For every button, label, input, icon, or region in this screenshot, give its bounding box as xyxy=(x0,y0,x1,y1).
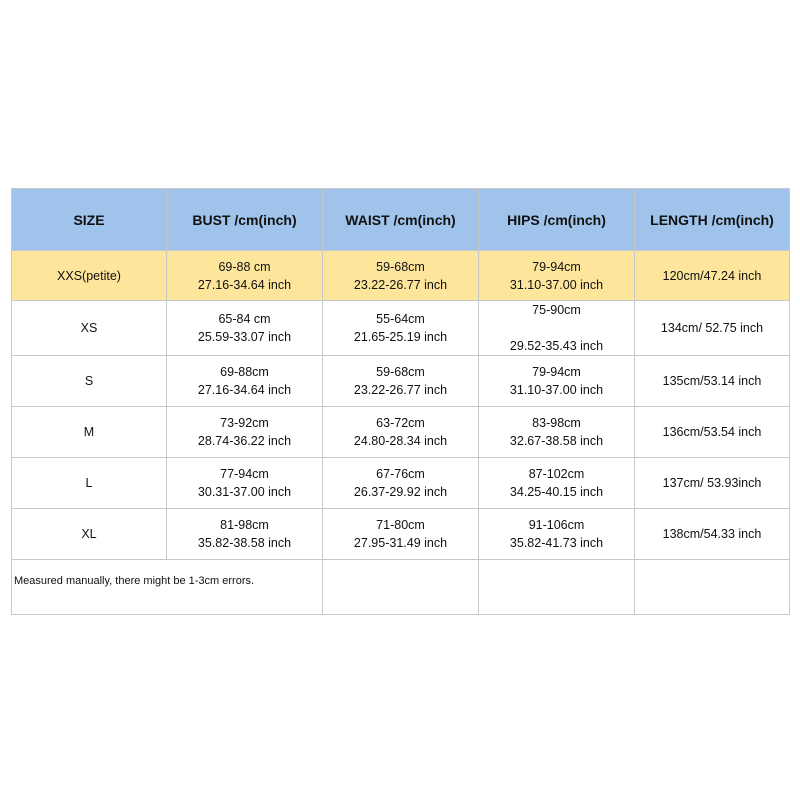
waist-inch: 21.65-25.19 inch xyxy=(353,330,448,344)
waist-cell xyxy=(323,301,479,356)
waist-cell xyxy=(323,407,479,458)
bust-cm: 65-84 cm xyxy=(218,312,271,326)
length-cell: 134cm/ 52.75 inch xyxy=(635,301,790,356)
hips-cell xyxy=(479,301,635,356)
hips-inch: 29.52-35.43 inch xyxy=(509,339,604,353)
hips-cell xyxy=(479,356,635,407)
hips-cell xyxy=(479,251,635,301)
length-cell: 120cm/47.24 inch xyxy=(635,251,790,301)
waist-cell xyxy=(323,509,479,560)
bust-cell xyxy=(167,407,323,458)
size-cell: XL xyxy=(12,509,167,560)
empty-cell xyxy=(635,560,790,615)
bust-cell xyxy=(167,301,323,356)
empty-cell xyxy=(323,560,479,615)
table-row xyxy=(12,407,790,458)
hips-cm: 79-94cm xyxy=(532,365,581,379)
length-cell: 137cm/ 53.93inch xyxy=(635,458,790,509)
table-row xyxy=(12,356,790,407)
hips-cell xyxy=(479,458,635,509)
hips-inch: 35.82-41.73 inch xyxy=(509,536,604,550)
length-cell: 136cm/53.54 inch xyxy=(635,407,790,458)
hips-cm: 91-106cm xyxy=(528,518,585,532)
hips-cm: 79-94cm xyxy=(532,259,581,274)
size-cell: XXS(petite) xyxy=(12,251,167,301)
waist-cm: 55-64cm xyxy=(376,312,425,326)
hips-inch: 31.10-37.00 inch xyxy=(509,277,604,292)
header-bust: BUST /cm(inch) xyxy=(167,189,323,251)
hips-inch: 34.25-40.15 inch xyxy=(509,485,604,499)
length-cell: 138cm/54.33 inch xyxy=(635,509,790,560)
bust-cm: 77-94cm xyxy=(220,467,269,481)
table-row xyxy=(12,458,790,509)
hips-inch: 31.10-37.00 inch xyxy=(509,383,604,397)
hips-gap xyxy=(479,319,634,337)
empty-cell xyxy=(479,560,635,615)
waist-cm: 63-72cm xyxy=(376,416,425,430)
header-length: LENGTH /cm(inch) xyxy=(635,189,790,251)
hips-cell xyxy=(479,509,635,560)
measurement-note: Measured manually, there might be 1-3cm errors. xyxy=(12,560,323,615)
size-chart-table xyxy=(11,188,790,615)
hips-inch: 32.67-38.58 inch xyxy=(509,434,604,448)
bust-inch: 35.82-38.58 inch xyxy=(197,536,292,550)
header-hips: HIPS /cm(inch) xyxy=(479,189,635,251)
hips-cm: 75-90cm xyxy=(532,303,581,317)
size-cell: XS xyxy=(12,301,167,356)
bust-inch: 27.16-34.64 inch xyxy=(197,277,292,292)
bust-cell xyxy=(167,509,323,560)
waist-inch: 23.22-26.77 inch xyxy=(353,383,448,397)
bust-cell xyxy=(167,356,323,407)
table-row xyxy=(12,301,790,356)
hips-cm: 87-102cm xyxy=(528,467,585,481)
waist-inch: 26.37-29.92 inch xyxy=(353,485,448,499)
table-row xyxy=(12,509,790,560)
hips-cell xyxy=(479,407,635,458)
size-cell: S xyxy=(12,356,167,407)
hips-cm: 83-98cm xyxy=(532,416,581,430)
bust-inch: 27.16-34.64 inch xyxy=(197,383,292,397)
waist-inch: 27.95-31.49 inch xyxy=(353,536,448,550)
header-waist: WAIST /cm(inch) xyxy=(323,189,479,251)
note-row xyxy=(12,560,790,615)
bust-cm: 69-88cm xyxy=(220,365,269,379)
waist-cm: 59-68cm xyxy=(376,259,425,274)
waist-inch: 24.80-28.34 inch xyxy=(353,434,448,448)
waist-cell xyxy=(323,458,479,509)
waist-cm: 67-76cm xyxy=(376,467,425,481)
waist-cm: 59-68cm xyxy=(376,365,425,379)
header-row xyxy=(12,189,790,251)
waist-cell xyxy=(323,251,479,301)
length-cell: 135cm/53.14 inch xyxy=(635,356,790,407)
waist-cell xyxy=(323,356,479,407)
bust-cm: 81-98cm xyxy=(220,518,269,532)
bust-cell xyxy=(167,458,323,509)
bust-inch: 30.31-37.00 inch xyxy=(197,485,292,499)
size-cell: M xyxy=(12,407,167,458)
bust-inch: 25.59-33.07 inch xyxy=(197,330,292,344)
table-row xyxy=(12,251,790,301)
bust-cm: 69-88 cm xyxy=(218,259,271,274)
header-size: SIZE xyxy=(12,189,167,251)
bust-inch: 28.74-36.22 inch xyxy=(197,434,292,448)
size-cell: L xyxy=(12,458,167,509)
waist-inch: 23.22-26.77 inch xyxy=(353,277,448,292)
bust-cell xyxy=(167,251,323,301)
bust-cm: 73-92cm xyxy=(220,416,269,430)
waist-cm: 71-80cm xyxy=(376,518,425,532)
